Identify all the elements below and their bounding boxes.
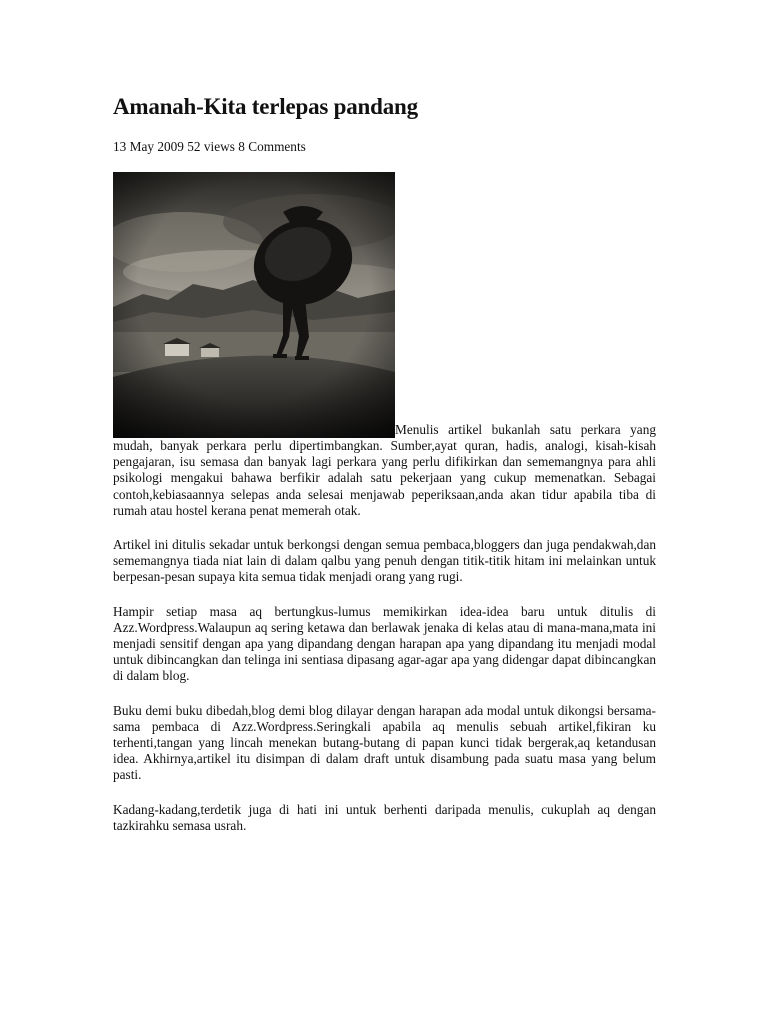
article-body xyxy=(113,172,656,834)
article-paragraph-5: Kadang-kadang,terdetik juga di hati ini untuk berhenti daripada menulis, cukuplah aq dengan tazkirahku semasa usrah. xyxy=(113,801,656,833)
post-title: Amanah-Kita terlepas pandang xyxy=(113,94,418,119)
post-meta xyxy=(113,139,656,155)
article-paragraph-2: Artikel ini ditulis sekadar untuk berkongsi dengan semua pembaca,bloggers dan juga pendakwah,dan sememangnya tiada niat lain di dalam qalbu yang penuh dengan titik-titik hitam ini melainkan untuk berpesan-pesan supaya kita semua tidak menjadi orang yang rugi. xyxy=(113,537,656,585)
document-page xyxy=(113,92,656,852)
photo-person-carrying-load-icon xyxy=(113,172,395,438)
article-paragraph-4: Buku demi buku dibedah,blog demi blog dilayar dengan harapan ada modal untuk dikongsi bersama-sama pembaca di Azz.Wordpress.Seringkali apabila aq menulis sebuah artikel,fikiran ku terhenti,tangan yang lincah menekan butang-butang di papan kunci tidak bergerak,aq ketandusan idea. Akhirnya,artikel itu disimpan di dalam draft untuk disambung pada suatu masa yang belum pasti. xyxy=(113,702,656,783)
post-date: 13 May 2009 xyxy=(113,139,184,154)
article-paragraph-1 xyxy=(113,172,656,519)
post-views: 52 views xyxy=(187,139,235,154)
article-paragraph-1-text: Menulis artikel bukanlah satu perkara yang mudah, banyak perkara perlu dipertimbangkan. Sumber,ayat quran, hadis, analogi, kisah-kisah pengajaran, isu semasa dan banyak lagi perkara yang perlu difikirkan dan sememangnya para ahli psikologi mengakui bahawa berfikir adalah satu pekerjaan yang cukup memenatkan. Sebagai contoh,kebiasaannya selepas anda selesai menjawab peperiksaan,anda akan tidur apabila tiba di rumah atau hostel kerana penat memerah otak. xyxy=(113,421,656,518)
post-comments-link[interactable]: 8 Comments xyxy=(238,139,306,154)
article-paragraph-3: Hampir setiap masa aq bertungkus-lumus memikirkan idea-idea baru untuk ditulis di Azz.Wordpress.Walaupun aq sering ketawa dan berlawak jenaka di kelas atau di mana-mana,mata ini menjadi sensitif dengan apa yang dipandang dengan harapan apa yang dipandang itu menjadi modal untuk dibincangkan dan telinga ini sentiasa dipasang agar-agar apa yang didengar dapat dibincangkan di dalam blog. xyxy=(113,603,656,684)
